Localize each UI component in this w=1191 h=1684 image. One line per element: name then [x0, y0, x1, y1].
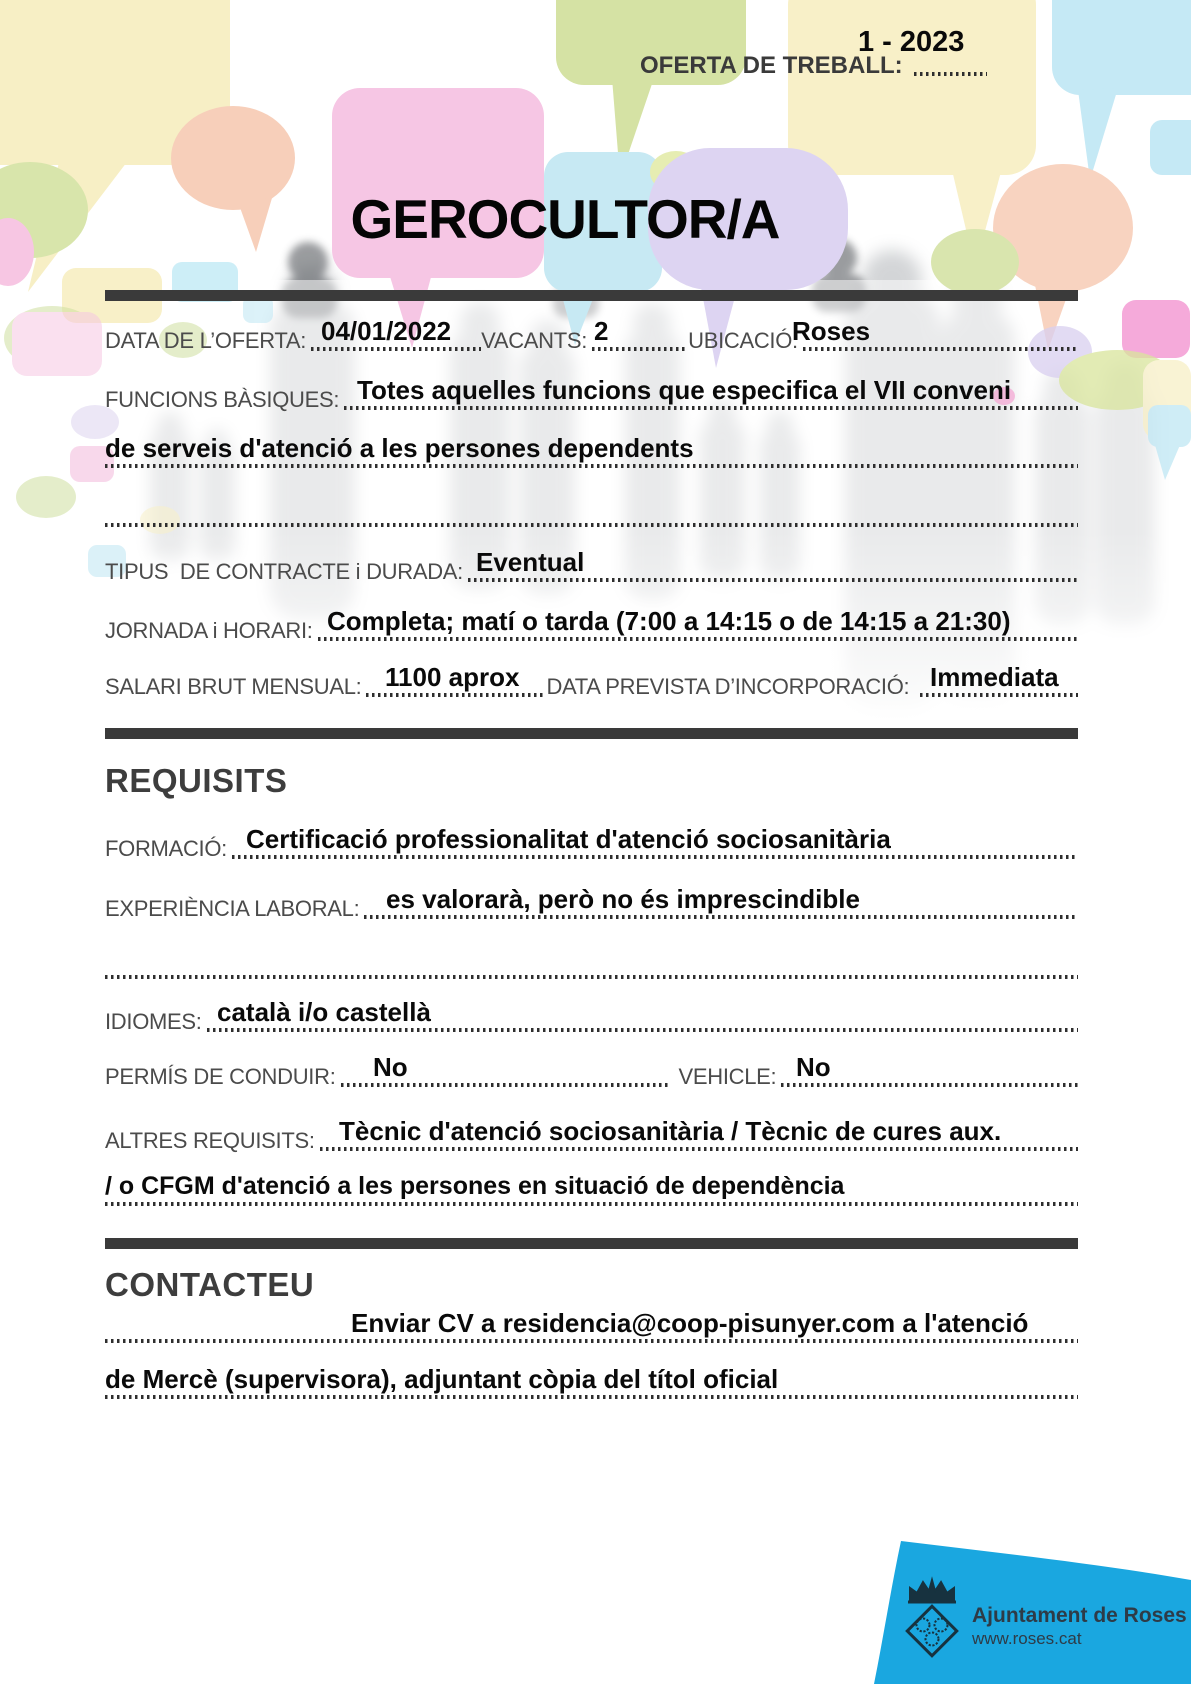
funcions-basiques-value-line2: de serveis d'atenció a les persones dependents [105, 433, 694, 463]
data-oferta-value: 04/01/2022 [321, 316, 452, 346]
funcions-basiques-label: FUNCIONS BÀSIQUES: [105, 387, 340, 412]
offer-number-label: OFERTA DE TREBALL: [640, 52, 910, 79]
contacte-value-line1: Enviar CV a residencia@coop-pisunyer.com a l'atenció [351, 1308, 1029, 1338]
salari-value: 1100 aprox [385, 662, 520, 692]
ubicacio-label: UBICACIÓ: [688, 328, 798, 353]
experiencia-laboral-label: EXPERIÈNCIA LABORAL: [105, 896, 360, 921]
data-oferta-label: DATA DE L’OFERTA: [105, 328, 307, 353]
permis-conduir-value: No [373, 1052, 408, 1082]
incorporacio-label: DATA PREVISTA D’INCORPORACIÓ: [546, 674, 916, 699]
contacte-value-line2: de Mercè (supervisora), adjuntant còpia del títol oficial [105, 1364, 779, 1394]
altres-requisits-value-line2: / o CFGM d'atenció a les persones en situació de dependència [105, 1172, 845, 1200]
ajuntament-website: www.roses.cat [972, 1629, 1082, 1648]
vehicle-label: VEHICLE: [678, 1064, 777, 1089]
vehicle-value: No [796, 1052, 831, 1082]
experiencia-laboral-value: es valorarà, però no és imprescindible [386, 884, 860, 914]
contacteu-heading: CONTACTEU [105, 1266, 315, 1303]
formacio-value: Certificació professionalitat d'atenció sociosanitària [246, 824, 891, 854]
ajuntament-name: Ajuntament de Roses [972, 1604, 1187, 1627]
permis-conduir-label: PERMÍS DE CONDUIR: [105, 1064, 336, 1089]
funcions-basiques-value-line1: Totes aquelles funcions que especifica el VII conveni [357, 375, 1012, 405]
tipus-contracte-label: TIPUS DE CONTRACTE i DURADA: [105, 559, 463, 584]
vacants-label: VACANTS: [481, 328, 588, 353]
tipus-contracte-value: Eventual [476, 547, 585, 577]
jornada-horari-value: Completa; matí o tarda (7:00 a 14:15 o de 14:15 a 21:30) [327, 606, 1011, 636]
altres-requisits-value-line1: Tècnic d'atenció sociosanitària / Tècnic de cures aux. [339, 1116, 1002, 1146]
altres-requisits-label: ALTRES REQUISITS: [105, 1128, 315, 1153]
requisits-heading: REQUISITS [105, 762, 288, 799]
incorporacio-value: Immediata [930, 662, 1059, 692]
salari-label: SALARI BRUT MENSUAL: [105, 674, 362, 699]
page-title: GEROCULTOR/A [350, 188, 780, 250]
vacants-value: 2 [594, 316, 609, 346]
idiomes-label: IDIOMES: [105, 1009, 202, 1034]
formacio-label: FORMACIÓ: [105, 836, 227, 861]
idiomes-value: català i/o castellà [217, 997, 431, 1027]
offer-number-value: 1 - 2023 [858, 26, 965, 58]
ubicacio-value: Roses [792, 316, 871, 346]
roses-crest-icon [896, 1576, 968, 1662]
jornada-horari-label: JORNADA i HORARI: [105, 618, 313, 643]
